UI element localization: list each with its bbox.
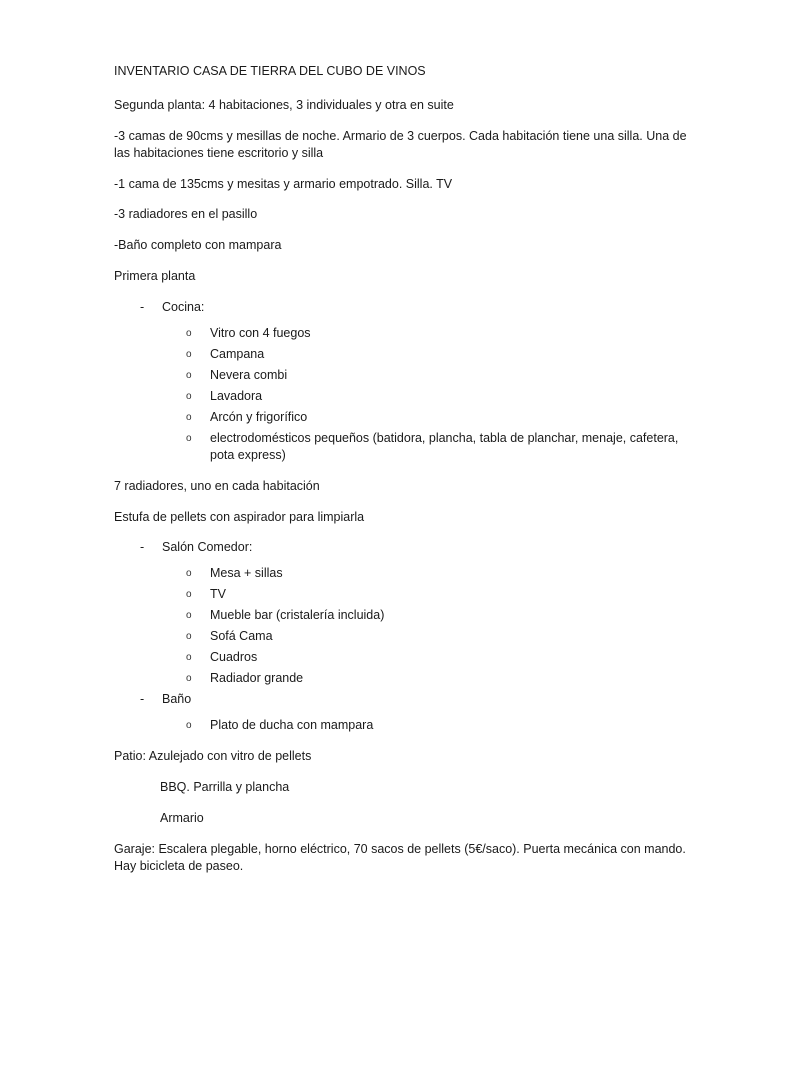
circle-bullet-icon: o [186, 720, 192, 732]
circle-bullet-icon: o [186, 610, 192, 622]
circle-bullet-icon: o [186, 631, 192, 643]
paragraph-segunda-planta: Segunda planta: 4 habitaciones, 3 individuales y otra en suite [114, 97, 454, 112]
list-item [186, 670, 699, 687]
dash-bullet: - [140, 540, 145, 555]
document-title: INVENTARIO CASA DE TIERRA DEL CUBO DE VINOS [114, 64, 426, 78]
circle-bullet-icon: o [186, 652, 192, 664]
paragraph-patio: Patio: Azulejado con vitro de pellets [114, 749, 312, 764]
list-item-text: Vitro con 4 fuegos [210, 325, 311, 340]
paragraph-bbq: BBQ. Parrilla y plancha [160, 780, 290, 794]
paragraph-7-radiadores: 7 radiadores, uno en cada habitación [114, 478, 320, 493]
section-bano [114, 691, 699, 734]
sub-list-cocina [114, 325, 699, 464]
circle-bullet-icon: o [186, 432, 192, 444]
list-item [186, 430, 699, 464]
circle-bullet-icon: o [186, 568, 192, 580]
paragraph-armario: Armario [160, 810, 204, 825]
dash-item-label: Cocina: [162, 300, 205, 314]
circle-bullet-icon: o [186, 348, 192, 360]
circle-bullet-icon: o [186, 411, 192, 423]
list-item [186, 388, 699, 405]
dash-item-salon [114, 539, 699, 556]
dash-bullet: - [140, 692, 145, 707]
list-item [186, 325, 699, 342]
list-item-text: Mesa + sillas [210, 566, 283, 581]
dash-bullet: - [140, 300, 145, 314]
list-item [186, 607, 699, 624]
circle-bullet-icon: o [186, 327, 192, 339]
list-item-text: Cuadros [210, 650, 258, 665]
paragraph-radiadores-pasillo: -3 radiadores en el pasillo [114, 207, 258, 222]
list-item-text: Sofá Cama [210, 629, 273, 644]
list-item-text: Campana [210, 346, 265, 361]
list-item [186, 367, 699, 384]
list-item-text: Lavadora [210, 388, 263, 403]
dash-item-label: Salón Comedor: [162, 540, 253, 555]
circle-bullet-icon: o [186, 589, 192, 601]
list-item-text: Mueble bar (cristalería incluida) [210, 608, 385, 623]
list-item-text: Nevera combi [210, 367, 288, 382]
circle-bullet-icon: o [186, 369, 192, 381]
circle-bullet-icon: o [186, 390, 192, 402]
sub-list-bano [114, 717, 699, 734]
list-item [186, 409, 699, 426]
paragraph-bano-completo: -Baño completo con mampara [114, 238, 282, 253]
list-item [186, 717, 699, 734]
paragraph-estufa-pellets: Estufa de pellets con aspirador para limpiarla [114, 509, 365, 524]
list-item-text: Radiador grande [210, 671, 304, 686]
list-item [186, 628, 699, 645]
dash-item-cocina [114, 299, 699, 316]
dash-item-bano [114, 691, 699, 708]
circle-bullet-icon: o [186, 673, 192, 685]
list-item [186, 586, 699, 603]
list-item [186, 649, 699, 666]
list-item-text: Arcón y frigorífico [210, 409, 308, 424]
list-item [186, 565, 699, 582]
paragraph-garaje: Garaje: Escalera plegable, horno eléctrico, 70 sacos de pellets (5€/saco). Puerta mecánica con mando. Hay bicicleta de paseo. [114, 841, 686, 873]
paragraph-camas-90: -3 camas de 90cms y mesillas de noche. Armario de 3 cuerpos. Cada habitación tiene una silla. Una de las habitaciones tiene escritorio y silla [114, 128, 687, 160]
section-cocina [114, 299, 699, 464]
list-item-text: electrodomésticos pequeños (batidora, plancha, tabla de planchar, menaje, cafetera, pota express) [210, 430, 679, 462]
list-item [186, 346, 699, 363]
sub-list-salon [114, 565, 699, 687]
paragraph-cama-135: -1 cama de 135cms y mesitas y armario empotrado. Silla. TV [114, 176, 453, 191]
list-item-text: Plato de ducha con mampara [210, 718, 374, 733]
section-salon [114, 539, 699, 687]
list-item-text: TV [210, 587, 226, 602]
dash-item-label: Baño [162, 692, 192, 707]
paragraph-primera-planta: Primera planta [114, 269, 196, 284]
